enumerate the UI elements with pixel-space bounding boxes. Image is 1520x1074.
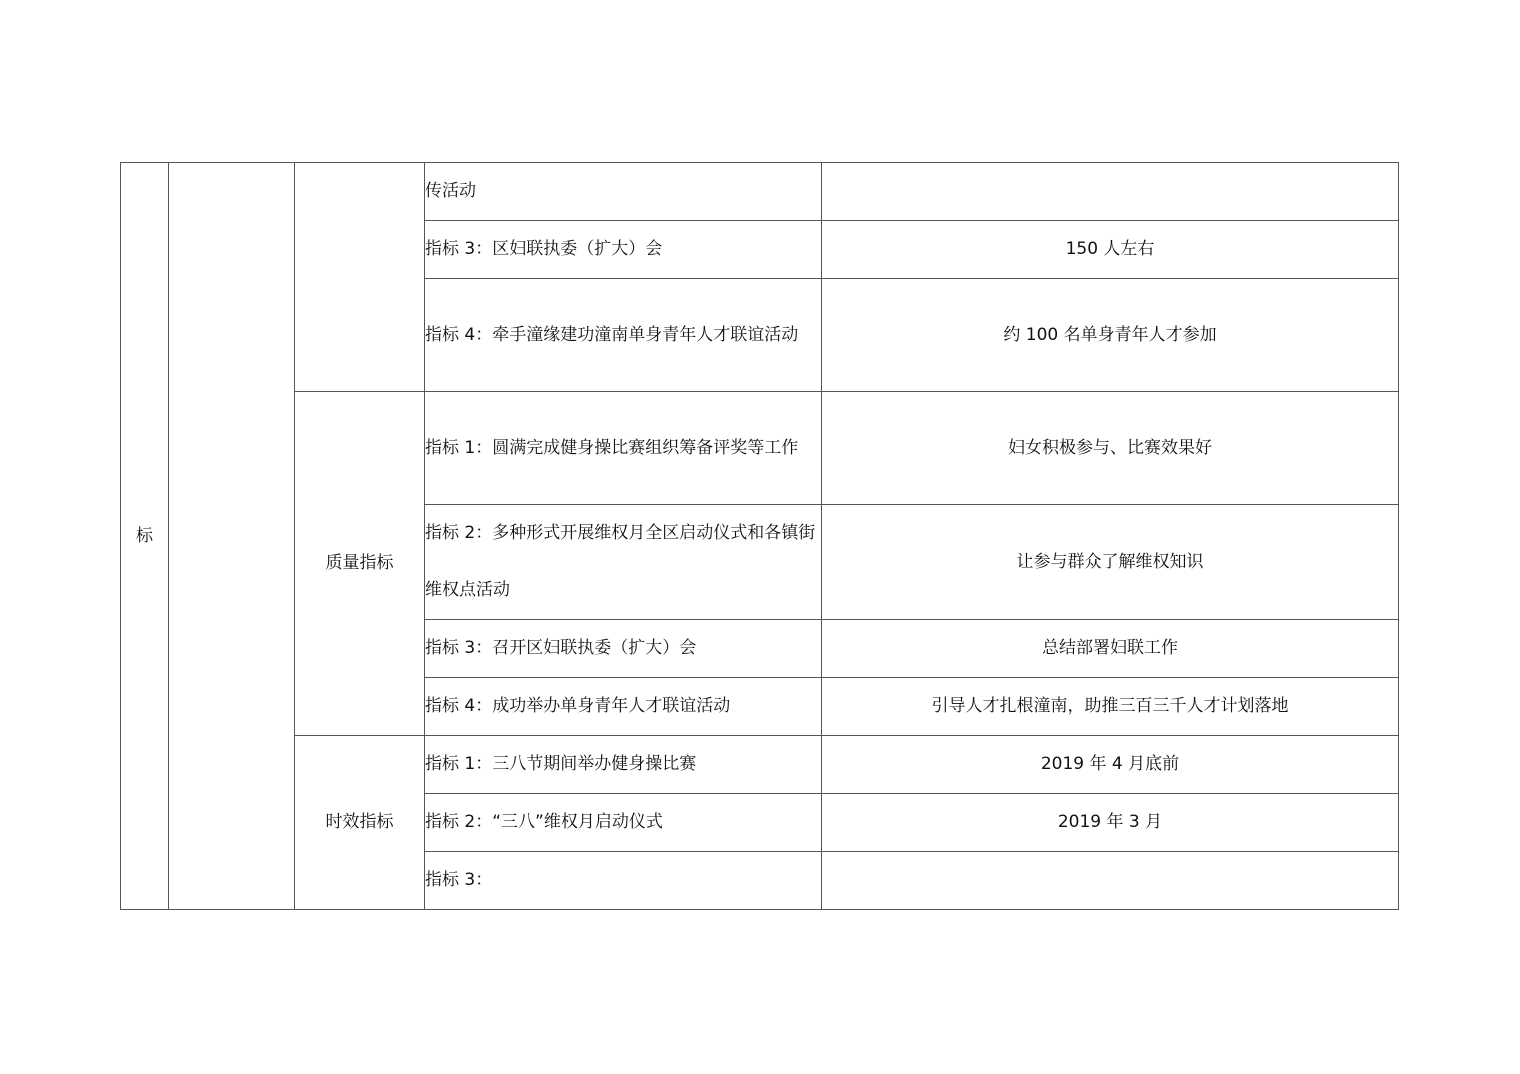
table-row	[121, 736, 1399, 794]
value-cell: 150 人左右	[822, 221, 1399, 279]
category-cell-timeliness: 时效指标	[295, 736, 425, 910]
category-cell-quality: 质量指标	[295, 392, 425, 736]
indicator-cell: 指标 1：三八节期间举办健身操比赛	[425, 736, 822, 794]
value-cell: 让参与群众了解维权知识	[822, 505, 1399, 620]
value-cell: 2019 年 4 月底前	[822, 736, 1399, 794]
category-cell-level1: 标	[121, 163, 169, 910]
table-row	[121, 163, 1399, 221]
indicator-cell: 指标 3：召开区妇联执委（扩大）会	[425, 620, 822, 678]
table-row	[121, 392, 1399, 505]
indicator-cell: 指标 4：成功举办单身青年人才联谊活动	[425, 678, 822, 736]
indicator-cell: 指标 3：	[425, 852, 822, 910]
value-cell: 2019 年 3 月	[822, 794, 1399, 852]
value-cell: 约 100 名单身青年人才参加	[822, 279, 1399, 392]
indicator-cell: 指标 1：圆满完成健身操比赛组织筹备评奖等工作	[425, 392, 822, 505]
indicator-cell: 指标 2：多种形式开展维权月全区启动仪式和各镇街维权点活动	[425, 505, 822, 620]
value-cell: 引导人才扎根潼南，助推三百三千人才计划落地	[822, 678, 1399, 736]
value-cell	[822, 852, 1399, 910]
indicator-cell: 指标 4：牵手潼缘建功潼南单身青年人才联谊活动	[425, 279, 822, 392]
indicator-cell: 指标 3：区妇联执委（扩大）会	[425, 221, 822, 279]
category-cell-quantity	[295, 163, 425, 392]
value-cell: 总结部署妇联工作	[822, 620, 1399, 678]
performance-indicator-table	[120, 162, 1399, 910]
value-cell	[822, 163, 1399, 221]
category-cell-level2	[169, 163, 295, 910]
indicator-cell: 指标 2：“三八”维权月启动仪式	[425, 794, 822, 852]
indicator-cell: 传活动	[425, 163, 822, 221]
value-cell: 妇女积极参与、比赛效果好	[822, 392, 1399, 505]
